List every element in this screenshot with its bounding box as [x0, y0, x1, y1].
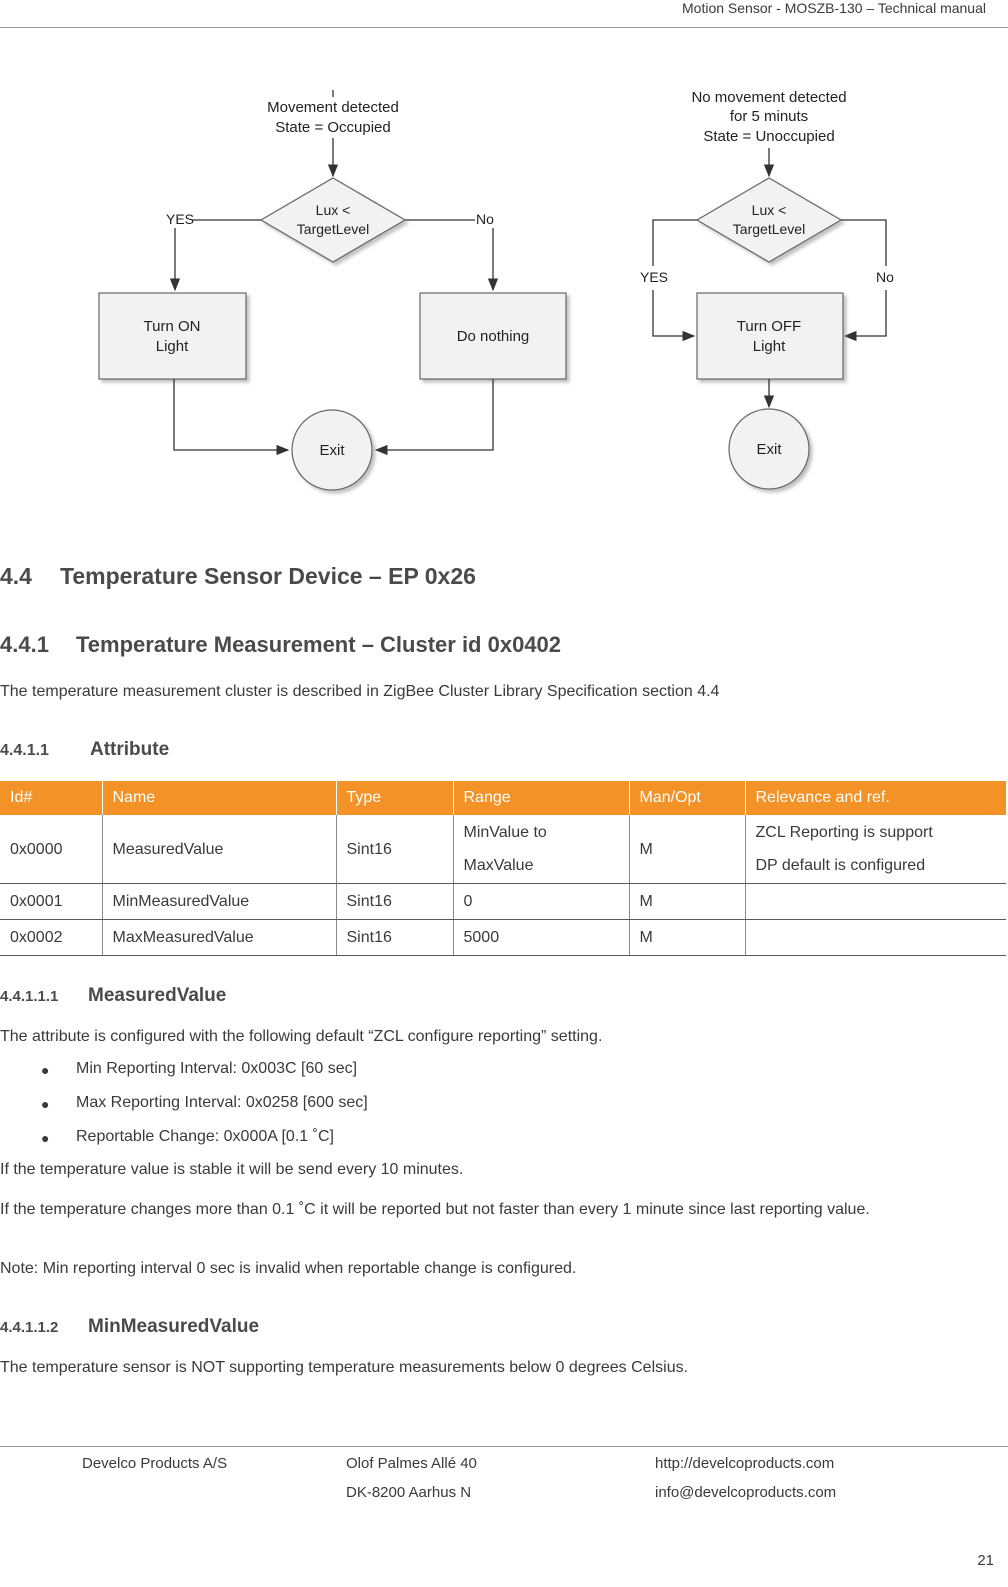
cell-id: 0x0001: [0, 884, 102, 920]
cell-relevance: [745, 884, 1006, 920]
measured-value-heading: [0, 985, 226, 1007]
column-header: Relevance and ref.: [745, 781, 1006, 815]
min-measured-value-title: MinMeasuredValue: [88, 1316, 260, 1337]
attribute-heading: [0, 739, 169, 761]
left-do-nothing-label: Do nothing: [456, 328, 530, 345]
cell-range-line2: MaxValue: [463, 857, 534, 874]
left-decision-line1: Lux <: [315, 202, 351, 218]
table-header-row: [0, 781, 1006, 815]
section-heading: [0, 563, 476, 590]
left-exit-label: Exit: [319, 442, 345, 459]
cell-type: Sint16: [336, 815, 453, 884]
table-row: [0, 884, 1006, 920]
list-item-text: Min Reporting Interval: 0x003C [60 sec]: [76, 1060, 358, 1077]
reporting-note: Note: Min reporting interval 0 sec is invalid when reportable change is configured.: [0, 1260, 577, 1277]
cell-range: [453, 815, 629, 884]
right-yes-label: YES: [640, 269, 669, 285]
list-item: [0, 1058, 1000, 1092]
list-item-text: Max Reporting Interval: 0x0258 [600 sec]: [76, 1094, 368, 1111]
attribute-number: 4.4.1.1: [0, 742, 49, 759]
bullet-icon: ●: [41, 1096, 50, 1112]
right-no-label: No: [876, 269, 894, 285]
reporting-settings-list: [0, 1058, 1000, 1160]
document-header-title: Motion Sensor - MOSZB-130 – Technical manual: [682, 0, 986, 16]
left-turn-on-line1: Turn ON: [143, 318, 201, 335]
column-header: Id#: [0, 781, 102, 815]
left-no-label: No: [476, 211, 494, 227]
left-start-line1: Movement detected: [267, 99, 399, 116]
measured-value-title: MeasuredValue: [88, 985, 227, 1006]
table-row: [0, 815, 1006, 884]
subsection-title: Temperature Measurement – Cluster id 0x0402: [76, 632, 562, 657]
footer-address-line1: Olof Palmes Allé 40: [346, 1455, 477, 1472]
right-turn-off-line1: Turn OFF: [736, 318, 802, 335]
flowchart-right: [640, 89, 894, 489]
column-header: Name: [102, 781, 336, 815]
cell-name: MeasuredValue: [102, 815, 336, 884]
min-measured-value-heading: [0, 1316, 259, 1338]
right-decision-diamond: [697, 178, 841, 262]
right-exit-label: Exit: [756, 441, 782, 458]
subsection-heading: [0, 632, 561, 658]
attribute-table: [0, 781, 1006, 956]
cell-range: 5000: [453, 920, 629, 956]
section-title: Temperature Sensor Device – EP 0x26: [60, 563, 476, 589]
min-measured-value-text: The temperature sensor is NOT supporting temperature measurements below 0 degrees Celsius.: [0, 1359, 689, 1376]
table-row: [0, 920, 1006, 956]
cell-range: 0: [453, 884, 629, 920]
footer-divider: [0, 1446, 1008, 1447]
right-decision-line1: Lux <: [751, 202, 787, 218]
cell-type: Sint16: [336, 884, 453, 920]
bullet-icon: ●: [41, 1130, 50, 1146]
right-start-line1: No movement detected: [691, 89, 847, 106]
cell-man-opt: M: [629, 884, 745, 920]
left-decision-diamond: [261, 178, 405, 262]
cell-name: MaxMeasuredValue: [102, 920, 336, 956]
column-header: Range: [453, 781, 629, 815]
cell-relevance-line2: DP default is configured: [755, 857, 926, 874]
list-item: [0, 1126, 1000, 1160]
footer-email-link[interactable]: info@develcoproducts.com: [655, 1484, 837, 1501]
cell-id: 0x0000: [0, 815, 102, 884]
page-number: 21: [977, 1552, 994, 1569]
cell-man-opt: M: [629, 815, 745, 884]
occupancy-flowcharts: [0, 80, 1008, 500]
measured-value-intro: The attribute is configured with the following default “ZCL configure reporting” setting.: [0, 1028, 603, 1045]
left-turn-on-box: [99, 293, 246, 379]
column-header: Man/Opt: [629, 781, 745, 815]
subsection-number: 4.4.1: [0, 632, 49, 657]
cell-type: Sint16: [336, 920, 453, 956]
cell-relevance: [745, 920, 1006, 956]
right-decision-line2: TargetLevel: [732, 221, 806, 237]
section-number: 4.4: [0, 563, 32, 589]
right-turn-off-line2: Light: [752, 338, 786, 355]
cell-range-line1: MinValue to: [463, 824, 547, 841]
stable-value-text: If the temperature value is stable it will be send every 10 minutes.: [0, 1161, 464, 1178]
right-start-line2: for 5 minuts: [729, 108, 809, 125]
left-start-line2: State = Occupied: [275, 119, 391, 136]
header-divider: [0, 27, 1008, 28]
footer-address-line2: DK-8200 Aarhus N: [346, 1484, 472, 1501]
list-item-text: Reportable Change: 0x000A [0.1 ˚C]: [76, 1128, 334, 1145]
change-reporting-text: If the temperature changes more than 0.1 ˚C it will be reported but not faster than every 1 minute since last reporting value.: [0, 1201, 870, 1218]
cell-name: MinMeasuredValue: [102, 884, 336, 920]
min-measured-value-number: 4.4.1.1.2: [0, 1319, 59, 1336]
left-turn-on-line2: Light: [155, 338, 189, 355]
cell-man-opt: M: [629, 920, 745, 956]
bullet-icon: ●: [41, 1062, 50, 1078]
right-turn-off-box: [697, 293, 843, 379]
column-header: Type: [336, 781, 453, 815]
right-start-line3: State = Unoccupied: [703, 128, 835, 145]
left-decision-line2: TargetLevel: [296, 221, 370, 237]
attribute-title: Attribute: [90, 739, 170, 760]
subsection-intro: The temperature measurement cluster is described in ZigBee Cluster Library Specification section 4.4: [0, 683, 720, 700]
footer-company: Develco Products A/S: [82, 1455, 228, 1472]
list-item: [0, 1092, 1000, 1126]
footer-website-link[interactable]: http://develcoproducts.com: [655, 1455, 835, 1472]
cell-relevance: [745, 815, 1006, 884]
cell-relevance-line1: ZCL Reporting is support: [755, 824, 933, 841]
cell-id: 0x0002: [0, 920, 102, 956]
flowchart-left: [99, 90, 566, 490]
measured-value-number: 4.4.1.1.1: [0, 988, 59, 1005]
left-yes-label: YES: [166, 211, 195, 227]
